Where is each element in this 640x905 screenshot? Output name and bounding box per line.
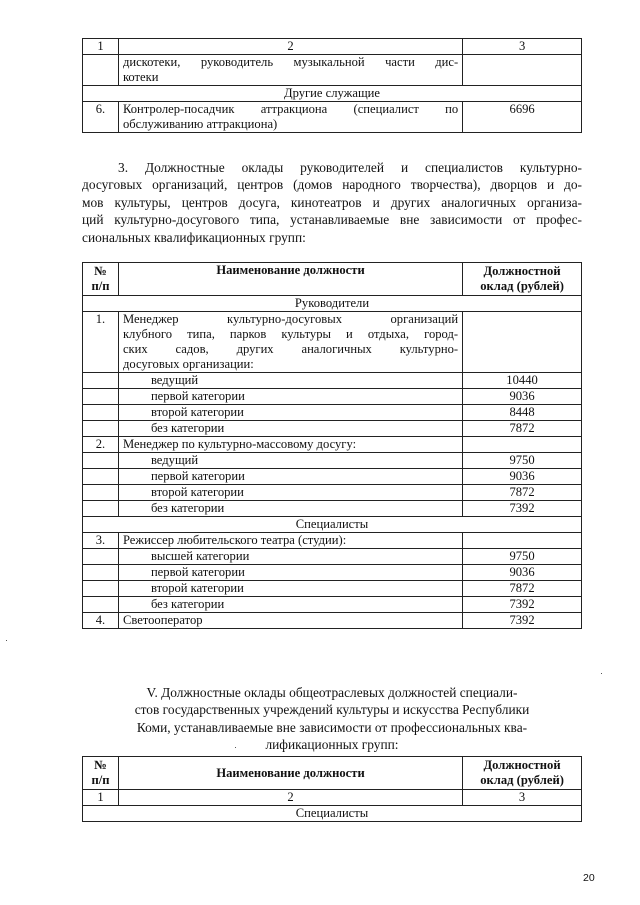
row-number	[83, 469, 119, 485]
row-number: 1.	[83, 312, 119, 373]
header-salary-line: оклад (рублей)	[480, 279, 564, 293]
salary-table-general-positions	[82, 756, 582, 822]
salary-cell: 9036	[463, 469, 582, 485]
table-row	[83, 373, 582, 389]
paragraph-line: ций культурно-досугового типа, устанавливаемые вне зависимости от профес-	[82, 212, 582, 228]
header-position: Наименование должности	[118, 757, 462, 790]
salary-table-culture-leisure	[82, 262, 582, 629]
salary-cell: 7872	[463, 485, 582, 501]
position-name: Светооператор	[118, 613, 462, 629]
category-label: ведущий	[118, 453, 462, 469]
salary-cell: 9750	[463, 549, 582, 565]
paragraph-line: 3. Должностные оклады руководителей и специалистов культурно-	[118, 160, 582, 175]
salary-cell: 7392	[463, 501, 582, 517]
table-row	[83, 102, 582, 133]
header-number-line: п/п	[91, 279, 110, 293]
salary-cell: 7392	[463, 597, 582, 613]
table-row	[83, 55, 582, 86]
table-row	[83, 549, 582, 565]
group-header: Специалисты	[83, 806, 582, 822]
salary-cell: 9036	[463, 389, 582, 405]
header-number-line: №	[94, 264, 107, 278]
header-number	[83, 263, 119, 296]
header-salary-line: оклад (рублей)	[480, 773, 564, 787]
table-row	[83, 533, 582, 549]
table-row	[83, 565, 582, 581]
row-number	[83, 55, 119, 86]
header-salary	[463, 263, 582, 296]
page-number: 20	[583, 872, 595, 884]
row-number	[83, 389, 119, 405]
position-name: Менеджер по культурно-массовому досугу:	[118, 437, 462, 453]
position-name	[118, 312, 462, 373]
row-number	[83, 453, 119, 469]
paragraph-line: мов культуры, центров досуга, кинотеатров и других аналогичных организа-	[82, 194, 582, 210]
salary-cell: 9750	[463, 453, 582, 469]
row-number	[83, 549, 119, 565]
group-header-row	[83, 517, 582, 533]
salary-cell	[463, 312, 582, 373]
row-number	[83, 597, 119, 613]
group-header-row	[83, 86, 582, 102]
position-name-line: дискотеки, руководитель музыкальной части дис-	[122, 55, 459, 69]
header-number-line: №	[94, 758, 107, 772]
table-row	[83, 469, 582, 485]
table-row	[83, 581, 582, 597]
group-header: Другие служащие	[83, 86, 582, 102]
table-row	[83, 453, 582, 469]
row-number	[83, 405, 119, 421]
position-name-line: Контролер-посадчик аттракциона (специалист по	[122, 102, 459, 116]
table-column-index-row	[83, 790, 582, 806]
scan-speck	[6, 640, 7, 641]
row-number: 3.	[83, 533, 119, 549]
category-label: без категории	[118, 597, 462, 613]
salary-cell: 10440	[463, 373, 582, 389]
scan-speck	[601, 673, 602, 674]
row-number: 2.	[83, 437, 119, 453]
category-label: первой категории	[118, 565, 462, 581]
salary-table-continuation	[82, 38, 582, 133]
header-salary-line: Должностной	[483, 758, 561, 772]
salary-cell	[463, 55, 582, 86]
header-number	[83, 757, 119, 790]
table-row	[83, 405, 582, 421]
column-index-3: 3	[463, 790, 582, 806]
header-number-line: п/п	[91, 773, 110, 787]
column-index-2: 2	[118, 790, 462, 806]
salary-cell	[463, 437, 582, 453]
group-header-row	[83, 296, 582, 312]
row-number: 4.	[83, 613, 119, 629]
column-index-2: 2	[118, 39, 462, 55]
salary-cell: 7872	[463, 421, 582, 437]
section-3-paragraph	[82, 159, 582, 246]
category-label: первой категории	[118, 469, 462, 485]
row-number: 6.	[83, 102, 119, 133]
table-row	[83, 312, 582, 373]
row-number	[83, 421, 119, 437]
row-number	[83, 565, 119, 581]
salary-cell: 8448	[463, 405, 582, 421]
column-index-3: 3	[463, 39, 582, 55]
header-position: Наименование должности	[118, 263, 462, 296]
category-label: ведущий	[118, 373, 462, 389]
salary-cell: 6696	[463, 102, 582, 133]
table-row	[83, 613, 582, 629]
heading-line: лификационных групп:	[265, 737, 399, 753]
paragraph-line: сиональных квалификационных групп:	[82, 229, 306, 245]
table-row	[83, 437, 582, 453]
position-name-line: обслуживанию аттракциона)	[122, 117, 278, 131]
category-label: без категории	[118, 501, 462, 517]
table-row	[83, 485, 582, 501]
category-label: второй категории	[118, 405, 462, 421]
row-number	[83, 581, 119, 597]
group-header: Специалисты	[83, 517, 582, 533]
table-row	[83, 501, 582, 517]
salary-cell: 7392	[463, 613, 582, 629]
position-name-line: котеки	[122, 70, 159, 84]
heading-line: Коми, устанавливаемые вне зависимости от профессиональных ква-	[136, 719, 528, 735]
position-name-line: Менеджер культурно-досуговых организаций	[122, 312, 459, 326]
column-index-1: 1	[83, 39, 119, 55]
position-name	[118, 55, 462, 86]
heading-line: V. Должностные оклады общеотраслевых должностей специали-	[146, 685, 518, 700]
salary-cell: 9036	[463, 565, 582, 581]
section-5-heading	[82, 684, 582, 754]
table-row	[83, 389, 582, 405]
position-name-line: клубного типа, парков культуры и отдыха, город-	[122, 327, 459, 341]
table-column-index-row	[83, 39, 582, 55]
salary-cell: 7872	[463, 581, 582, 597]
table-row	[83, 597, 582, 613]
header-salary-line: Должностной	[483, 264, 561, 278]
position-name-line: ских садов, других аналогичных культурно-	[122, 342, 459, 356]
category-label: второй категории	[118, 485, 462, 501]
header-salary	[463, 757, 582, 790]
heading-line: стов государственных учреждений культуры и искусства Республики	[134, 702, 530, 718]
row-number	[83, 373, 119, 389]
table-header-row	[83, 757, 582, 790]
row-number	[83, 501, 119, 517]
position-name-line: досуговых организации:	[122, 357, 254, 371]
group-header-row	[83, 806, 582, 822]
category-label: без категории	[118, 421, 462, 437]
position-name: Режиссер любительского театра (студии):	[118, 533, 462, 549]
scan-speck	[235, 747, 236, 748]
paragraph-line: досуговых организаций, центров (домов народного творчества), дворцов и до-	[82, 177, 582, 193]
group-header: Руководители	[83, 296, 582, 312]
salary-cell	[463, 533, 582, 549]
table-row	[83, 421, 582, 437]
category-label: первой категории	[118, 389, 462, 405]
table-header-row	[83, 263, 582, 296]
category-label: высшей категории	[118, 549, 462, 565]
position-name	[118, 102, 462, 133]
row-number	[83, 485, 119, 501]
category-label: второй категории	[118, 581, 462, 597]
column-index-1: 1	[83, 790, 119, 806]
